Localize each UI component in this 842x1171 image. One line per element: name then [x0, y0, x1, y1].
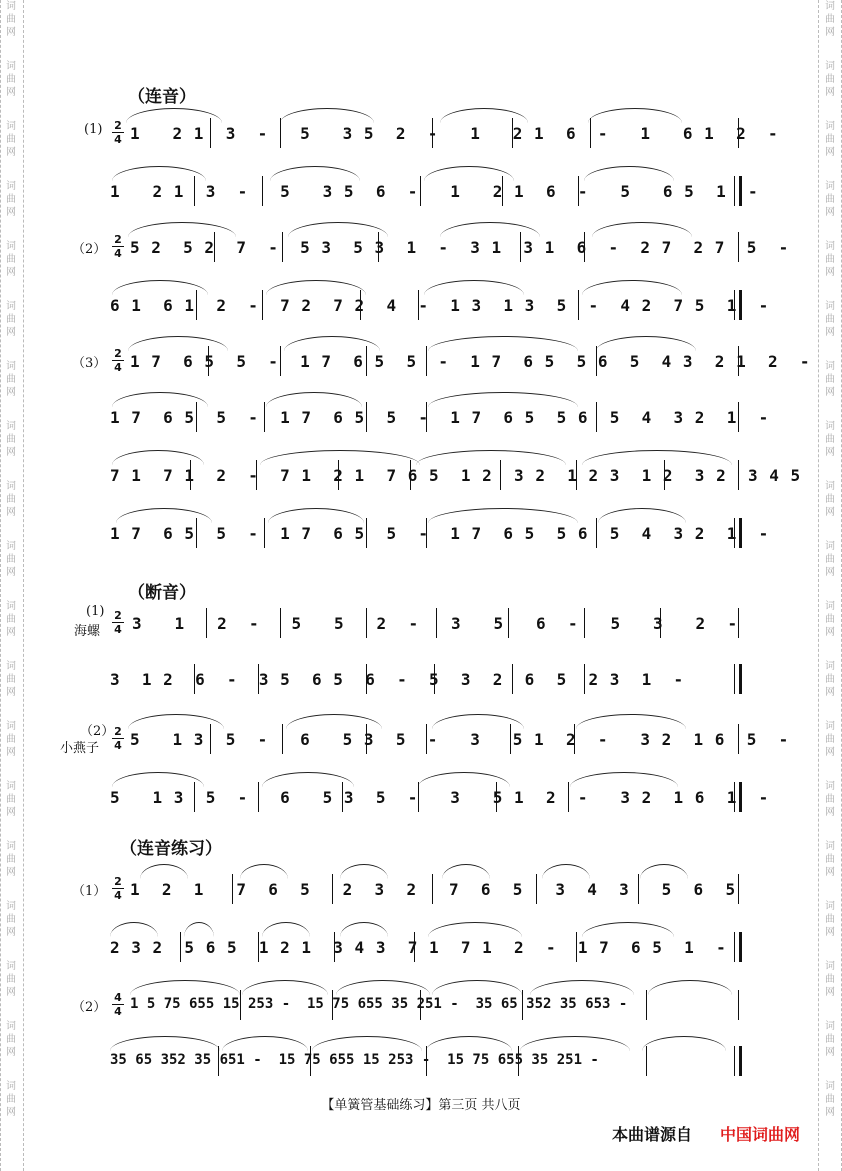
staccato-label-1-title: 海螺: [74, 624, 101, 639]
final-barline: [734, 176, 742, 206]
site-name-link[interactable]: 中国词曲网: [720, 1125, 801, 1144]
barline: [568, 782, 569, 812]
watermark-text: 词 曲 网: [6, 601, 16, 638]
section-heading-legato: （连音）: [128, 87, 196, 107]
barline: [426, 724, 427, 754]
time-signature-2-4: 2 4: [112, 234, 124, 259]
slur-mark: [424, 280, 524, 295]
barline: [512, 664, 513, 694]
end-barline: [738, 874, 739, 904]
watermark-text: 词 曲 网: [825, 421, 835, 458]
barline: [646, 990, 647, 1020]
barline: [576, 460, 577, 490]
barline: [310, 1046, 311, 1076]
barline: [332, 990, 333, 1020]
slur-mark: [110, 1036, 220, 1051]
slur-mark: [266, 392, 362, 407]
barline: [334, 932, 335, 962]
slur-mark: [428, 508, 578, 523]
slur-mark: [240, 864, 288, 879]
slur-mark: [262, 772, 354, 787]
end-barline: [738, 346, 739, 376]
watermark-text: 词 曲 网: [6, 181, 16, 218]
barline: [418, 290, 419, 320]
barline: [262, 290, 263, 320]
exercise-label-2: （2）: [72, 242, 107, 257]
slur-mark: [312, 1036, 422, 1051]
slur-mark: [130, 980, 240, 995]
slur-mark: [268, 508, 364, 523]
barline: [420, 176, 421, 206]
staccato-label-1-number: (1): [86, 604, 105, 619]
notation-text: 5 1 3 5 - 6 5 3 5 - 3 5 1 2 - 3 2 1 6 5 -: [130, 730, 790, 749]
end-barline: [738, 232, 739, 262]
slur-mark: [242, 980, 328, 995]
watermark-text: 词 曲 网: [6, 541, 16, 578]
end-barline: [738, 402, 739, 432]
barline: [436, 608, 437, 638]
slur-mark: [110, 922, 158, 937]
barline: [660, 608, 661, 638]
slur-mark: [442, 864, 490, 879]
notation-text: 1 2 1 3 - 5 3 5 6 - 1 2 1 6 - 5 6 5 1 -: [110, 182, 759, 201]
barline: [256, 460, 257, 490]
slur-mark: [280, 108, 374, 123]
right-watermark-strip: [818, 0, 842, 1171]
barline: [536, 874, 537, 904]
slur-mark: [576, 714, 686, 729]
watermark-text: 词 曲 网: [6, 721, 16, 758]
barline: [232, 874, 233, 904]
watermark-text: 词 曲 网: [825, 181, 835, 218]
watermark-text: 词 曲 网: [825, 1021, 835, 1058]
slur-mark: [128, 714, 224, 729]
slur-mark: [582, 450, 732, 465]
watermark-text: 词 曲 网: [825, 241, 835, 278]
slur-mark: [288, 222, 388, 237]
slur-mark: [336, 980, 430, 995]
barline: [264, 402, 265, 432]
barline: [426, 402, 427, 432]
slur-mark: [428, 392, 578, 407]
slur-mark: [340, 864, 388, 879]
slur-mark: [260, 450, 420, 465]
barline: [282, 724, 283, 754]
watermark-text: 词 曲 网: [6, 661, 16, 698]
time-signature-2-4: 2 4: [112, 348, 124, 373]
barline: [366, 664, 367, 694]
barline: [426, 346, 427, 376]
watermark-text: 词 曲 网: [6, 481, 16, 518]
watermark-text: 词 曲 网: [6, 841, 16, 878]
section-heading-legato-practice: （连音练习）: [120, 839, 222, 859]
barline: [426, 518, 427, 548]
time-signature-2-4: 2 4: [112, 726, 124, 751]
notation-text: 1 5 75 655 15 253 - 15 75 655 35 251 - 35 65 352 35 653 -: [130, 996, 628, 1012]
notation-text: 1 2 1 7 6 5 2 3 2 7 6 5 3 4 3 5 6 5: [130, 880, 737, 899]
barline: [432, 874, 433, 904]
watermark-text: 词 曲 网: [825, 601, 835, 638]
slur-mark: [112, 392, 208, 407]
barline: [258, 664, 259, 694]
watermark-text: 词 曲 网: [6, 1021, 16, 1058]
barline: [366, 518, 367, 548]
watermark-text: 词 曲 网: [825, 841, 835, 878]
barline: [332, 874, 333, 904]
watermark-text: 词 曲 网: [825, 541, 835, 578]
slur-mark: [542, 864, 590, 879]
slur-mark: [592, 222, 692, 237]
watermark-text: 词 曲 网: [6, 301, 16, 338]
slur-mark: [340, 922, 388, 937]
barline: [366, 402, 367, 432]
watermark-text: 词 曲 网: [825, 1081, 835, 1118]
slur-mark: [286, 714, 382, 729]
watermark-text: 词 曲 网: [825, 961, 835, 998]
notation-text: 3 1 2 6 - 3 5 6 5 6 - 5 3 2 6 5 2 3 1 -: [110, 670, 685, 689]
final-barline: [734, 290, 742, 320]
barline: [414, 932, 415, 962]
barline: [584, 664, 585, 694]
notation-text: 1 7 6 5 5 - 1 7 6 5 5 - 1 7 6 5 5 6 5 4 3 2 1 2 -: [130, 352, 811, 371]
end-barline: [738, 724, 739, 754]
barline: [262, 176, 263, 206]
page-footer: 【单簧管基础练习】第三页 共八页: [321, 1098, 521, 1113]
slur-mark: [266, 280, 366, 295]
slur-mark: [570, 772, 678, 787]
slur-mark: [440, 108, 528, 123]
barline: [574, 724, 575, 754]
barline: [596, 518, 597, 548]
watermark-text: 词 曲 网: [825, 301, 835, 338]
notation-text: 3 1 2 - 5 5 2 - 3 5 6 - 5 3 2 -: [132, 614, 739, 633]
time-signature-4-4: 4 4: [112, 992, 124, 1017]
source-label: 本曲谱源自: [612, 1125, 693, 1144]
barline: [434, 664, 435, 694]
barline: [578, 176, 579, 206]
barline: [280, 608, 281, 638]
slur-mark: [428, 922, 522, 937]
watermark-text: 词 曲 网: [825, 361, 835, 398]
slur-mark: [596, 336, 696, 351]
slur-mark: [648, 980, 732, 995]
notation-text: 6 1 6 1 2 - 7 2 7 2 4 - 1 3 1 3 5 - 4 2 7 5 1 -: [110, 296, 770, 315]
slur-mark: [116, 508, 212, 523]
slur-mark: [584, 166, 674, 181]
notation-text: 1 2 1 3 - 5 3 5 2 - 1 2 1 6 - 1 6 1 2 -: [130, 124, 779, 143]
slur-mark: [428, 336, 578, 351]
watermark-text: 词 曲 网: [6, 901, 16, 938]
notation-text: 1 7 6 5 5 - 1 7 6 5 5 - 1 7 6 5 5 6 5 4 3 2 1 -: [110, 524, 770, 543]
final-barline: [734, 664, 742, 694]
watermark-text: 词 曲 网: [825, 61, 835, 98]
barline: [432, 118, 433, 148]
watermark-text: 词 曲 网: [825, 901, 835, 938]
slur-mark: [582, 280, 682, 295]
slur-mark: [432, 714, 524, 729]
barline: [180, 932, 181, 962]
slur-mark: [112, 166, 206, 181]
end-barline: [738, 990, 739, 1020]
final-barline: [734, 1046, 742, 1076]
barline: [596, 402, 597, 432]
left-watermark-strip: [0, 0, 24, 1171]
slur-mark: [432, 980, 522, 995]
slur-mark: [520, 1036, 630, 1051]
notation-text: 1 7 6 5 5 - 1 7 6 5 5 - 1 7 6 5 5 6 5 4 3 2 1 -: [110, 408, 770, 427]
practice-label-2: （2）: [72, 1000, 107, 1015]
barline: [194, 664, 195, 694]
slur-mark: [140, 864, 188, 879]
watermark-text: 词 曲 网: [6, 781, 16, 818]
staccato-label-2-title: 小燕子: [60, 741, 100, 756]
slur-mark: [128, 222, 236, 237]
exercise-label-3: （3）: [72, 356, 107, 371]
watermark-text: 词 曲 网: [825, 781, 835, 818]
section-heading-staccato: （断音）: [128, 583, 196, 603]
watermark-text: 词 曲 网: [825, 661, 835, 698]
slur-mark: [128, 336, 228, 351]
barline: [584, 608, 585, 638]
notation-text: 5 1 3 5 - 6 5 3 5 - 3 5 1 2 - 3 2 1 6 1 -: [110, 788, 770, 807]
barline: [366, 608, 367, 638]
slur-mark: [270, 166, 360, 181]
final-barline: [734, 932, 742, 962]
watermark-text: 词 曲 网: [825, 721, 835, 758]
notation-text: 5 2 5 2 7 - 5 3 5 3 1 - 3 1 3 1 6 - 2 7 2 7 5 -: [130, 238, 790, 257]
barline: [264, 518, 265, 548]
slur-mark: [426, 1036, 512, 1051]
watermark-text: 词 曲 网: [6, 421, 16, 458]
time-signature-2-4: 2 4: [112, 120, 124, 145]
exercise-label-1: (1): [84, 122, 103, 137]
slur-mark: [126, 108, 222, 123]
barline: [578, 290, 579, 320]
watermark-text: 词 曲 网: [6, 241, 16, 278]
slur-mark: [418, 772, 510, 787]
barline: [206, 608, 207, 638]
slur-mark: [416, 450, 566, 465]
watermark-text: 词 曲 网: [825, 481, 835, 518]
slur-mark: [284, 336, 380, 351]
notation-text: 7 1 7 1 2 - 7 1 2 1 7 6 5 1 2 3 2 1 2 3 1 2 3 2 3 4 5: [110, 466, 802, 485]
barline: [638, 874, 639, 904]
time-signature-2-4: 2 4: [112, 610, 124, 635]
slur-mark: [112, 280, 208, 295]
slur-mark: [262, 922, 310, 937]
time-signature-2-4: 2 4: [112, 876, 124, 901]
barline: [240, 990, 241, 1020]
watermark-text: 词 曲 网: [6, 961, 16, 998]
slur-mark: [112, 772, 204, 787]
slur-mark: [112, 450, 204, 465]
barline: [258, 932, 259, 962]
watermark-text: 词 曲 网: [825, 121, 835, 158]
watermark-text: 词 曲 网: [6, 121, 16, 158]
slur-mark: [530, 980, 634, 995]
watermark-text: 词 曲 网: [6, 1081, 16, 1118]
watermark-text: 词 曲 网: [6, 61, 16, 98]
barline: [508, 608, 509, 638]
notation-text: 2 3 2 5 6 5 1 2 1 3 4 3 7 1 7 1 2 - 1 7 6 5 1 -: [110, 938, 727, 957]
end-barline: [738, 118, 739, 148]
barline: [518, 1046, 519, 1076]
barline: [280, 346, 281, 376]
slur-mark: [184, 922, 214, 937]
slur-mark: [588, 108, 682, 123]
slur-mark: [598, 508, 686, 523]
final-barline: [734, 782, 742, 812]
slur-mark: [582, 922, 674, 937]
barline: [282, 232, 283, 262]
barline: [258, 782, 259, 812]
notation-text: 35 65 352 35 651 - 15 75 655 15 253 - 15 75 655 35 251 -: [110, 1052, 599, 1068]
slur-mark: [440, 222, 540, 237]
staccato-label-2-number: （2）: [80, 724, 115, 739]
barline: [522, 990, 523, 1020]
practice-label-1: （1）: [72, 884, 107, 899]
watermark-text: 词 曲 网: [825, 1, 835, 38]
final-barline: [734, 518, 742, 548]
watermark-text: 词 曲 网: [6, 361, 16, 398]
watermark-text: 词 曲 网: [6, 1, 16, 38]
slur-mark: [222, 1036, 308, 1051]
slur-mark: [640, 864, 688, 879]
end-barline: [738, 460, 739, 490]
end-barline: [738, 608, 739, 638]
barline: [584, 232, 585, 262]
slur-mark: [424, 166, 514, 181]
barline: [576, 932, 577, 962]
slur-mark: [642, 1036, 726, 1051]
